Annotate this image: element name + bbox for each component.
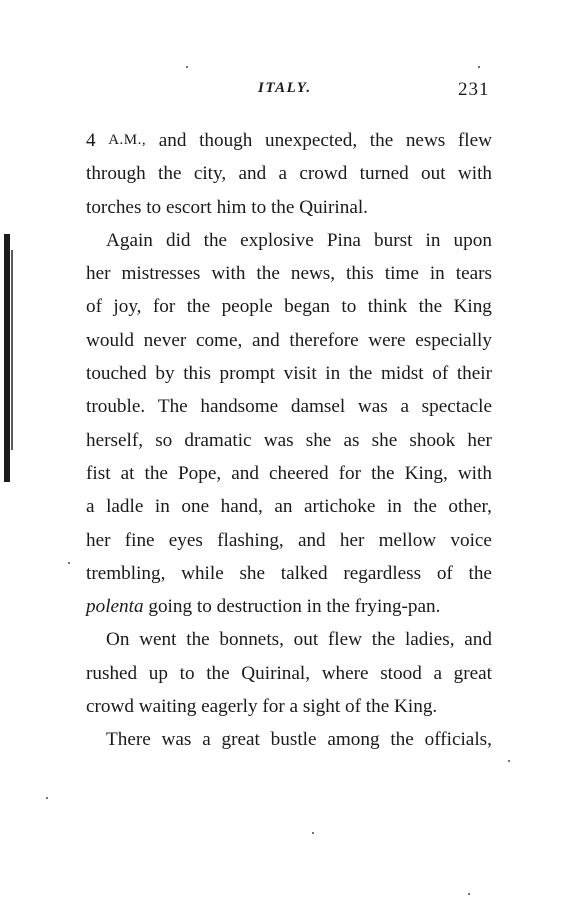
word: with — [457, 163, 492, 185]
word: to — [341, 296, 357, 318]
word: at — [120, 462, 135, 484]
word: explosive — [240, 229, 314, 251]
word: the — [418, 296, 443, 318]
word: ladies, — [404, 629, 455, 651]
word: The — [157, 396, 188, 418]
word: spectacle — [421, 396, 492, 418]
print-speck — [508, 760, 510, 762]
word: while — [181, 562, 224, 584]
word: the — [413, 496, 437, 518]
print-speck — [312, 832, 314, 834]
word: other, — [448, 496, 492, 518]
word: eagerly — [201, 696, 258, 718]
word: her — [467, 429, 492, 451]
word: news — [405, 130, 446, 151]
word: and — [158, 130, 187, 151]
word: hand, — [220, 496, 263, 518]
word: to — [251, 196, 267, 218]
word: sight — [302, 696, 341, 718]
word: regardless — [343, 562, 422, 584]
word: eyes — [168, 529, 203, 551]
word: therefore — [289, 329, 359, 351]
word: tears — [455, 263, 492, 285]
word: in — [306, 596, 322, 618]
word: trouble. — [86, 396, 146, 418]
print-speck — [478, 66, 480, 68]
word: a — [278, 163, 288, 185]
word: On — [106, 629, 130, 651]
word: touched — [86, 363, 147, 385]
print-speck — [68, 562, 70, 564]
word: one — [181, 496, 210, 518]
word: this — [346, 263, 374, 285]
running-title: ITALY. — [258, 80, 312, 96]
word: this — [183, 363, 211, 385]
word: a — [202, 729, 211, 751]
text-line — [86, 723, 492, 756]
word: unexpected, — [264, 130, 358, 151]
word: in — [429, 263, 445, 285]
word: flew — [457, 130, 492, 151]
word: by — [155, 363, 175, 385]
word: There — [106, 729, 151, 751]
word: frying-pan. — [354, 596, 441, 618]
word: out — [421, 163, 446, 185]
binding-shadow — [4, 234, 10, 482]
word: bonnets, — [219, 629, 284, 651]
word: to — [179, 662, 195, 684]
word: fine — [124, 529, 155, 551]
word: officials, — [424, 729, 492, 751]
text-line — [86, 124, 492, 157]
word: was — [161, 729, 192, 751]
text-line — [86, 590, 492, 623]
word: stood — [380, 662, 422, 684]
print-speck — [468, 893, 470, 895]
word: a — [289, 696, 299, 718]
word: joy, — [113, 296, 142, 318]
word: with — [211, 263, 246, 285]
text-line — [86, 424, 492, 457]
word: where — [321, 662, 369, 684]
text-line — [86, 290, 492, 323]
word: the — [371, 462, 395, 484]
running-head — [0, 80, 564, 104]
word: in — [154, 496, 170, 518]
word: shook — [409, 429, 456, 451]
italic-word: polenta — [86, 596, 144, 618]
word: Pina — [326, 229, 361, 251]
word: for — [262, 696, 285, 718]
word: torches — [86, 196, 142, 218]
word: began — [284, 296, 330, 318]
word: up — [148, 662, 168, 684]
word: the — [206, 662, 230, 684]
word: Again — [106, 229, 153, 251]
text-line — [86, 390, 492, 423]
word: though — [199, 130, 253, 151]
word: of — [345, 696, 361, 718]
word: among — [327, 729, 380, 751]
word: an — [274, 496, 293, 518]
word: in — [325, 363, 341, 385]
word: the — [256, 263, 280, 285]
word: flashing, — [217, 529, 284, 551]
word: never — [143, 329, 187, 351]
word: the — [468, 562, 492, 584]
word: King. — [394, 696, 438, 718]
word: and — [297, 529, 326, 551]
text-line — [86, 557, 492, 590]
word: fist — [86, 462, 111, 484]
print-speck — [46, 797, 48, 799]
word: midst — [380, 363, 424, 385]
word: went — [139, 629, 177, 651]
word: crowd — [299, 163, 348, 185]
word: were — [368, 329, 406, 351]
word: she — [239, 562, 266, 584]
word: of — [432, 363, 449, 385]
word: the — [158, 163, 182, 185]
word: time — [384, 263, 419, 285]
word: the — [390, 729, 414, 751]
word: cheered — [268, 462, 329, 484]
body-text — [86, 124, 492, 757]
word: Quirinal. — [299, 196, 368, 218]
word: for — [338, 462, 362, 484]
word: her — [86, 263, 111, 285]
word: flew — [327, 629, 363, 651]
word: her — [86, 529, 111, 551]
word: King — [453, 296, 492, 318]
text-line — [86, 490, 492, 523]
text-line — [86, 690, 492, 723]
text-line — [86, 623, 492, 656]
word: to — [196, 596, 212, 618]
word: him — [216, 196, 247, 218]
word: great — [221, 729, 260, 751]
word: through — [86, 163, 146, 185]
word: dramatic — [184, 429, 252, 451]
word: was — [357, 396, 388, 418]
word: artichoke — [304, 496, 376, 518]
word: bustle — [270, 729, 317, 751]
word: mellow — [378, 529, 437, 551]
word: the — [270, 196, 295, 218]
print-speck — [186, 66, 188, 68]
word: to — [146, 196, 162, 218]
word: ladle — [106, 496, 144, 518]
word: upon — [453, 229, 492, 251]
word: of — [436, 562, 453, 584]
word: and — [231, 462, 259, 484]
word: going — [148, 596, 193, 618]
word: voice — [450, 529, 492, 551]
word: great — [453, 662, 492, 684]
word: trembling, — [86, 562, 166, 584]
word: and — [238, 163, 267, 185]
word: she — [371, 429, 398, 451]
word: burst — [374, 229, 413, 251]
word: would — [86, 329, 134, 351]
text-line — [86, 257, 492, 290]
word: of — [86, 296, 102, 318]
word: waiting — [138, 696, 197, 718]
text-line — [86, 524, 492, 557]
word: news, — [290, 263, 336, 285]
word: the — [348, 363, 373, 385]
word: a — [400, 396, 409, 418]
word: think — [367, 296, 408, 318]
word: A.M., — [108, 132, 147, 148]
text-line — [86, 191, 492, 224]
word: Quirinal, — [241, 662, 311, 684]
word: visit — [283, 363, 317, 385]
word: come, — [195, 329, 243, 351]
word: the — [186, 629, 210, 651]
word: a — [433, 662, 442, 684]
word: as — [343, 429, 360, 451]
word: mistresses — [121, 263, 201, 285]
word: her — [339, 529, 365, 551]
text-line — [86, 224, 492, 257]
word: in — [425, 229, 441, 251]
word: with — [457, 462, 492, 484]
text-line — [86, 457, 492, 490]
word: the — [365, 696, 390, 718]
word: the — [371, 629, 396, 651]
word: city, — [193, 163, 227, 185]
word: turned — [359, 163, 409, 185]
word: especially — [415, 329, 492, 351]
word: out — [293, 629, 319, 651]
word: escort — [165, 196, 212, 218]
word: a — [86, 496, 95, 518]
text-line — [86, 157, 492, 190]
word: their — [456, 363, 492, 385]
word: she — [305, 429, 332, 451]
word: rushed — [86, 662, 138, 684]
word: the — [326, 596, 350, 618]
page-number: 231 — [458, 79, 490, 100]
text-line — [86, 657, 492, 690]
word: for — [152, 296, 176, 318]
word: the — [203, 229, 228, 251]
word: and — [251, 329, 280, 351]
word: talked — [280, 562, 328, 584]
word: Pope, — [177, 462, 222, 484]
word: handsome — [200, 396, 279, 418]
word: the — [369, 130, 394, 151]
word: was — [263, 429, 294, 451]
word: people — [221, 296, 273, 318]
word: and — [464, 629, 492, 651]
text-line — [86, 324, 492, 357]
word: prompt — [219, 363, 275, 385]
word: King, — [404, 462, 448, 484]
binding-shadow-edge — [11, 250, 13, 450]
word: in — [386, 496, 402, 518]
word: the — [186, 296, 211, 318]
word: herself, — [86, 429, 144, 451]
word: 4 — [86, 130, 96, 151]
word: damsel — [290, 396, 346, 418]
word: so — [155, 429, 173, 451]
word: did — [166, 229, 191, 251]
word: the — [144, 462, 168, 484]
text-line — [86, 357, 492, 390]
word: destruction — [216, 596, 302, 618]
word: crowd — [86, 696, 134, 718]
